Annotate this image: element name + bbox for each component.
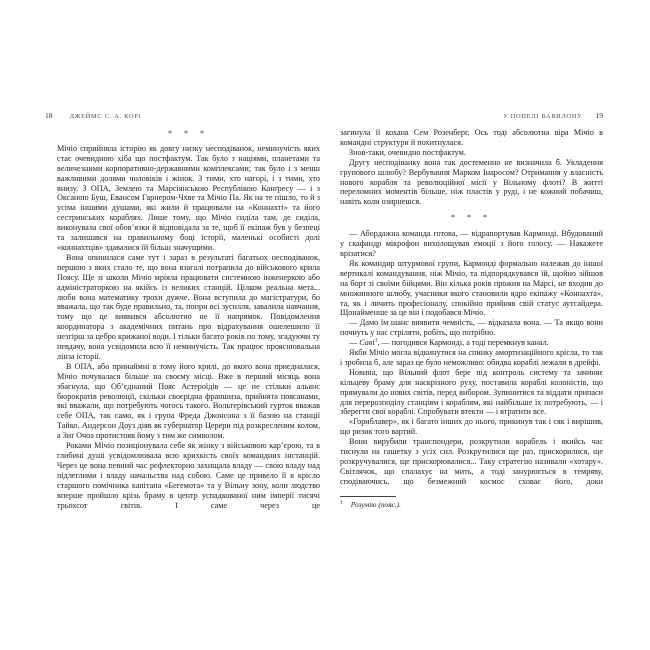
paragraph: В ОПА, або принаймні в тому його крилі, до якого вона приєдналася, Мічіо почувалася більше на своєму місці. Вже в перший місяць вона збагнула, що Об’єднаний Пояс Астероїдів — це не стільки альянс бюрократів революції, скільки своєрідна франшиза, прийнята поясанами, які вважали, що потребують чогось такого. Вольтерівський гурток вважав себе ОПА, так само, як і група Фреда Джонсона з її базою на станції Тайко. Андерсон Доуз діяв як губернатор Церери під розкресленим колом, а Зиґ Очоа протистояв йому з тим же символом. [57, 361, 320, 441]
paragraph: Якби Мічіо могла відкинутися на спинку амортизаційного крісла, то так і зробила б, але зараз це було неможливо: обидва кораблі лежали в дрейфі. [340, 348, 603, 367]
paragraph: загинула її кохана Сем Розенберг. Ось тоді абсолютна віра Мічіо в командні структури й похитнулася. [340, 128, 603, 147]
scene-break-separator: * * * [168, 129, 209, 138]
italic-word: Саві [359, 338, 375, 348]
footnote-rule [340, 496, 396, 497]
paragraph: Як командир штурмової групи, Кармонді формально належав до іншої вертикалі командування, ніж Мічіо, та підпорядкувався їй, щойно зійшов на борт зі своїми бійцями. Він кілька років прожив на Марсі, не входив до множинного шлюбу, учасники якого становили ядро екіпажу «Коннахта», та, як і личить професіоналу, спокійно прийняв свій статус аутсайдера. Щонайменше за це він і подобався Мічіо. [340, 258, 603, 318]
page-number-right: 19 [595, 111, 603, 120]
running-head-right [503, 111, 603, 120]
paragraph: Мічіо сприйняла історію як довгу низку несподіванок, неминучість яких стає очевидною хіба що постфактум. Так було з націями, планетами та величезними корпоративно-державними комплексами; так було і з менш важливими долями чоловіків і жінок. З тими, хто нагорі, і з тими, хто внизу. З ОПА, Землею та Марсіянською Республікою Конґресу — і з Оксаною Буш, Евансом Гарнером-Чхве та Мічіо Па. Як на те пішло, то й з усіма іншими душами, які жили й працювали на «Коннахті» та його сестринських кораблях. Лише тому, що Мічіо сиділа там, де сиділа, виконувала свої обов’язки й відповідала за те, щоб її екіпаж був у безпеці та залишався на правильному боці історії, маленькі особисті долі «коннахтців» здавалися їй більш значущими. [57, 143, 320, 252]
paragraph: — Абордажна команда готова, — відрапортував Кармонді. Вбудований у скафандр мікрофон вихолощував емоції з його голосу. — Накажете врізатися? [340, 229, 603, 258]
running-header-left-title: ДЖЕЙМС С. А. КОРІ [69, 113, 142, 120]
paragraph-with-footnote-ref [340, 338, 603, 348]
paragraph: Роками Мічіо позиціонувала себе як жінку з військовою кар’єрою, та в глибині душі усвідомлювала всю крихкість своїх командних інстанцій. Через це вона певний час рефлекторно захищала владу — свою владу над підлеглими і владу начальства над собою. Саме це привело її в крісло старшого помічника капітана «Бегемота» та у Вільну зону, коли людство вперше пройшло крізь браму в центр успадкованої ним імперії тисячі трьохсот світів. І саме через це [57, 441, 320, 510]
right-page-text-column [340, 128, 603, 509]
paragraph: Другу несподіванку вона так достеменно не визначила б. Укладення групового шлюбу? Вербування Марком Інаросом? Отримання у власність нового корабля та революційної місії у Вільному флоті? В житті переломних моментів більше, ніж пластів у руді, і не кожний побачиш, навіть коли озирнешся. [340, 157, 603, 207]
dialogue-dash: — [349, 338, 360, 348]
footnote [340, 500, 603, 509]
paragraph: Вона опинилася саме тут і зараз в результаті багатьох несподіванок, першою з яких стало те, що вона взагалі потрапила до військового крила Поясу. Ще зі школи Мічіо мріяла працювати системною інженеркою або адміністраторкою на якійсь із великих станцій. Цілком реальна мета... люби вона математику трохи дужче. Вона вступила до магістратури, бо вважала, що так буде правильно, та, попри всі зусилля, завалила навчання, тому що це виявився абсолютно не її напрямок. Повідомлення координатора з академічних питань про відрахування ошелешило її незгірш за цебро крижаної води. І тільки багато років по тому, згадуючи ту невдачу, вона усвідомила всю її неминучість. Так працює прояснювальна лінза історії. [57, 252, 320, 361]
running-header-right-title: У ПОПЕЛІ ВАВИЛОНУ [503, 113, 583, 120]
footnote-reference: 1 [374, 337, 378, 344]
scene-break-separator: * * * [451, 213, 492, 223]
page-number-left: 18 [45, 111, 53, 120]
paragraph: — Дамо їм шанс виявити чемність, — відказала вона. — Та якщо вони почнуть у нас стріляти, робіть, що потрібно. [340, 318, 603, 338]
footnote-text: Розумію (пояс.). [350, 499, 401, 509]
running-head-left [45, 111, 141, 120]
paragraph: Вони вирубили транспондери, розкрутили корабель і якийсь час тиснули на гашетку з усіх сил. Розкрутилися ще раз, прискорилися, ще розкручувалися, ще прискорювалися... Таку стратегію називали «хотару». Світлячок, що спалахує на мить, а тоді занурюється в темряву, сподіваючись, що безмежний космос сховає його, доки [340, 437, 603, 486]
footnote-marker: 1 [340, 499, 343, 506]
paragraph: «Гориблавер», як і багато інших до нього, прикинув так і сяк і вирішив, що ризик того вартий. [340, 417, 603, 437]
dialogue-rest: , — погодився Кармонді, а тоді перемкнув канал. [377, 338, 549, 348]
footnote-block [340, 496, 603, 509]
paragraph: Новина, що Вільний флот бере під контроль систему та зачиняє кільцеву браму для наскрізного руху, поставила кораблі колоністів, що прямували до нових світів, перед вибором. Зупинитися та віддати припаси для перерозподілу станціям і кораблям, які найбільше їх потребують, — і зберегти свої кораблі. Спробувати втекти — і втратити все. [340, 367, 603, 417]
paragraph: Знов-таки, очевидно постфактум. [349, 147, 466, 157]
left-page-text-column [57, 128, 320, 510]
